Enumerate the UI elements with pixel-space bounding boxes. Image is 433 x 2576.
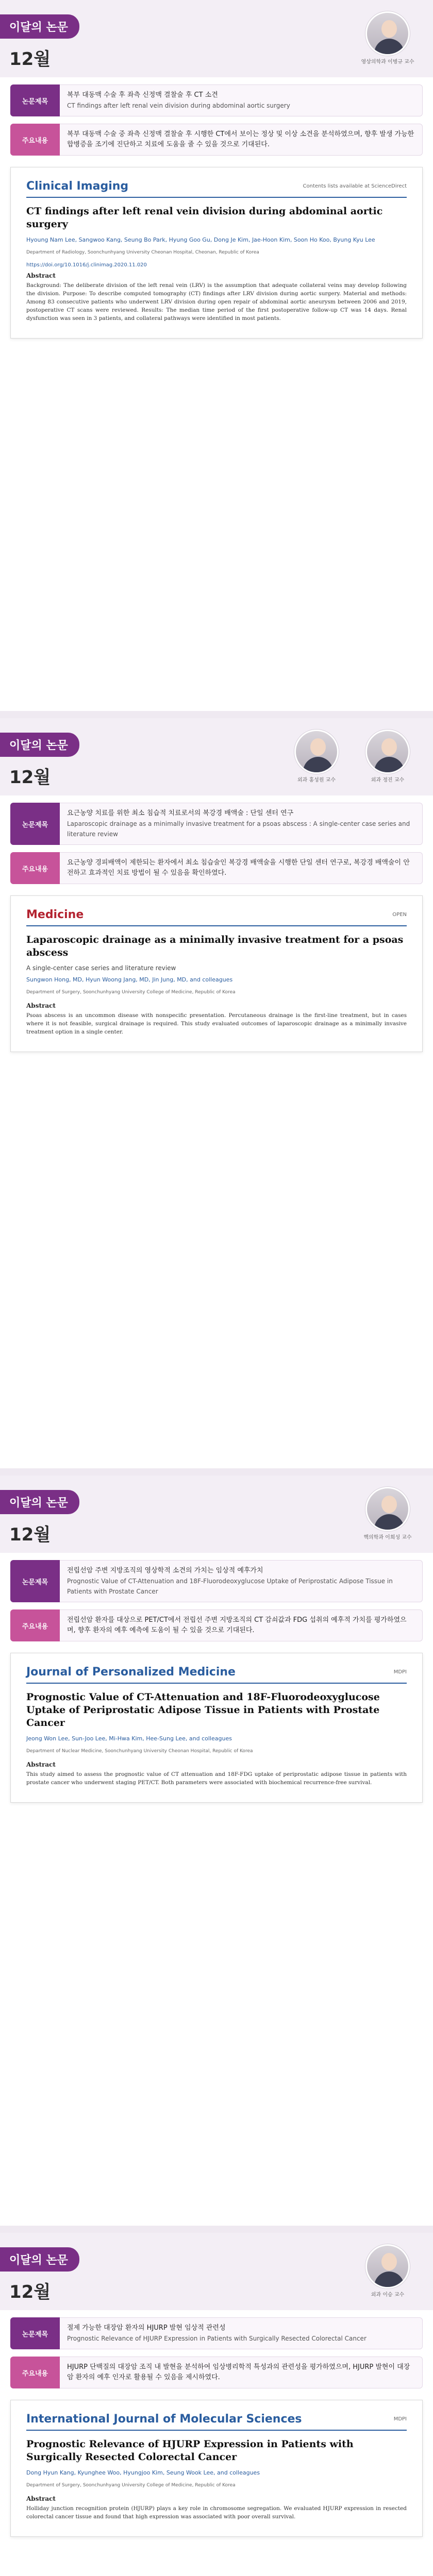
author-caption: 영상의학과 이병규 교수 xyxy=(361,59,414,65)
abstract-label: Abstract xyxy=(26,1002,56,1009)
topic-label: 주요내용 xyxy=(10,2357,60,2388)
paper-section xyxy=(0,711,433,1468)
journal-meta: OPEN xyxy=(392,912,407,918)
author-card xyxy=(357,11,419,66)
title-korean: 전립선암 주변 지방조직의 영상학적 소견의 가치는 임상적 예후가치 xyxy=(67,1567,263,1574)
author-card xyxy=(357,2244,419,2299)
author-caption: 외과 홍성원 교수 xyxy=(297,777,336,783)
title-label: 논문제목 xyxy=(10,84,60,116)
abstract-text: Psoas abscess is an uncommon disease with nonspecific presentation. Percutaneous drainage is the first-line treatment, but in cases where it is not feasible, surgical drainage is required. This study evaluated outcomes of laparoscopic drainage as a minimally invasive treatment option in a single center. xyxy=(26,1012,407,1035)
author-portrait xyxy=(365,2244,410,2289)
topic-row xyxy=(10,852,423,884)
paper-title: Laparoscopic drainage as a minimally invasive treatment for a psoas abscess xyxy=(26,934,404,958)
title-korean: 요근농양 치료를 위한 최소 침습적 치료로서의 복강경 배액술 : 단일 센터 연구 xyxy=(67,809,294,817)
title-row xyxy=(10,2317,423,2349)
paper-authors: Sungwon Hong, MD, Hyun Woong Jang, MD, Jin Jung, MD, and colleagues xyxy=(26,976,233,983)
paper-authors: Jeong Won Lee, Sun-Joo Lee, Mi-Hwa Kim, Hee-Sung Lee, and colleagues xyxy=(26,1735,232,1742)
month-label: 12월 xyxy=(9,49,51,70)
month-label: 12월 xyxy=(9,2282,51,2302)
title-text xyxy=(60,803,423,845)
paper-preview xyxy=(10,1653,423,1803)
author-caption: 외과 이승 교수 xyxy=(371,2292,405,2298)
title-english: Laparoscopic drainage as a minimally invasive treatment for a psoas abscess : A single-center case series and literature review xyxy=(67,820,410,838)
topic-label: 주요내용 xyxy=(10,852,60,884)
paper-section xyxy=(0,0,433,711)
monthly-paper-tag: 이달의 논문 xyxy=(0,733,79,757)
title-label: 논문제목 xyxy=(10,2317,60,2349)
author-card xyxy=(286,730,347,784)
author-portrait xyxy=(294,730,339,774)
monthly-paper-tag: 이달의 논문 xyxy=(0,1490,79,1514)
journal-bar xyxy=(26,1666,407,1684)
topic-label: 주요내용 xyxy=(10,1609,60,1641)
abstract-text: Holliday junction recognition protein (HJURP) plays a key role in chromosome segregation. We evaluated HJURP expression in resected colorectal cancer tissue and found that high expression was associated with poor overall survival. xyxy=(26,2505,407,2520)
paper-authors: Hyoung Nam Lee, Sangwoo Kang, Seung Bo Park, Hyung Goo Gu, Dong Je Kim, Jae-Hoon Kim, Soon Ho Koo, Byung Kyu Lee xyxy=(26,236,375,243)
title-korean: 복부 대동맥 수술 후 좌측 신정맥 결찰술 후 CT 소견 xyxy=(67,91,218,99)
monthly-paper-tag: 이달의 논문 xyxy=(0,2247,79,2272)
author-list xyxy=(286,730,419,784)
title-english: Prognostic Relevance of HJURP Expression in Patients with Surgically Resected Colorectal Cancer xyxy=(67,2335,367,2342)
author-portrait xyxy=(365,730,410,774)
author-caption: 외과 정진 교수 xyxy=(371,777,405,783)
title-text xyxy=(60,84,423,116)
journal-bar xyxy=(26,2413,407,2431)
author-caption: 핵의학과 이희성 교수 xyxy=(363,1535,412,1540)
author-portrait xyxy=(365,11,410,56)
paper-title: Prognostic Value of CT-Attenuation and 18F-Fluorodeoxyglucose Uptake of Periprostatic Adipose Tissue in Patients with Prostate Cancer xyxy=(26,1691,380,1728)
title-label: 논문제목 xyxy=(10,803,60,845)
title-korean: 절제 가능한 대장암 환자의 HJURP 발현 임상적 관련성 xyxy=(67,2324,226,2332)
abstract-label: Abstract xyxy=(26,272,56,279)
section-header xyxy=(0,2233,433,2310)
journal-bar xyxy=(26,908,407,926)
author-list xyxy=(357,2244,419,2299)
paper-affiliations: Department of Radiology, Soonchunhyang University Cheonan Hospital, Cheonan, Republic of Korea xyxy=(26,250,259,255)
title-text xyxy=(60,2317,423,2349)
paper-affiliations: Department of Surgery, Soonchunhyang University College of Medicine, Republic of Korea xyxy=(26,990,236,995)
topic-row xyxy=(10,124,423,156)
journal-name: Journal of Personalized Medicine xyxy=(26,1666,236,1679)
section-header xyxy=(0,718,433,795)
title-english: Prognostic Value of CT-Attenuation and 18F-Fluorodeoxyglucose Uptake of Periprostatic Adipose Tissue in Patients with Prostate Cancer xyxy=(67,1578,393,1595)
author-list xyxy=(357,1487,419,1541)
journal-name: International Journal of Molecular Sciences xyxy=(26,2413,302,2426)
section-header xyxy=(0,1476,433,1553)
title-text xyxy=(60,1560,423,1602)
title-english: CT findings after left renal vein division during abdominal aortic surgery xyxy=(67,102,290,109)
abstract-text: This study aimed to assess the prognostic value of CT attenuation and 18F-FDG uptake of periprostatic adipose tissue in patients with prostate cancer who underwent staging PET/CT. Both parameters were associated with biochemical recurrence-free survival. xyxy=(26,1771,407,1786)
title-label: 논문제목 xyxy=(10,1560,60,1602)
abstract-text: Background: The deliberate division of the left renal vein (LRV) is the assumption that adequate collateral veins may develop following the division. Purpose: To describe computed tomography (CT) findings after LRV division during aortic surgery. Material and methods: Among 83 consecutive patients who underwent LRV division during open repair of abdominal aortic aneurysm between 2006 and 2019, postoperative CT scans were reviewed. Results: The median time period of the first postoperative follow-up CT was 14 days. Renal dysfunction was seen in 3 patients, and collateral pathways were identified in most patients. xyxy=(26,282,407,321)
topic-text: 복부 대동맥 수술 중 좌측 신정맥 결찰술 후 시행한 CT에서 보이는 정상 및 이상 소견을 분석하였으며, 향후 발생 가능한 합병증을 조기에 진단하고 치료에 도움을 줄 수 있을 것으로 기대된다. xyxy=(60,124,423,156)
paper-authors: Dong Hyun Kang, Kyunghee Woo, Hyungjoo Kim, Seung Wook Lee, and colleagues xyxy=(26,2469,260,2476)
title-row xyxy=(10,803,423,845)
title-row xyxy=(10,84,423,116)
topic-text: 전립선암 환자를 대상으로 PET/CT에서 전립선 주변 지방조직의 CT 감쇠값과 FDG 섭취의 예후적 가치를 평가하였으며, 향후 환자의 예후 예측에 도움이 될 수 있을 것으로 기대된다. xyxy=(60,1609,423,1641)
monthly-paper-tag: 이달의 논문 xyxy=(0,14,79,39)
author-card xyxy=(357,1487,419,1541)
paper-section xyxy=(0,2226,433,2576)
title-row xyxy=(10,1560,423,1602)
topic-row xyxy=(10,2357,423,2388)
paper-subtitle: A single-center case series and literature review xyxy=(26,964,176,972)
topic-row xyxy=(10,1609,423,1641)
paper-section xyxy=(0,1468,433,2226)
topic-label: 주요내용 xyxy=(10,124,60,156)
paper-title: Prognostic Relevance of HJURP Expression in Patients with Surgically Resected Colorectal Cancer xyxy=(26,2438,354,2463)
paper-title: CT findings after left renal vein division during abdominal aortic surgery xyxy=(26,206,383,230)
abstract-label: Abstract xyxy=(26,1761,56,1768)
author-card xyxy=(357,730,419,784)
topic-text: HJURP 단백질의 대장암 조직 내 발현을 분석하여 임상병리학적 특성과의 관련성을 평가하였으며, HJURP 발현이 대장암 환자의 예후 인자로 활용될 수 있음을 제시하였다. xyxy=(60,2357,423,2388)
paper-preview xyxy=(10,895,423,1052)
month-label: 12월 xyxy=(9,767,51,788)
month-label: 12월 xyxy=(9,1524,51,1545)
section-header xyxy=(0,0,433,77)
author-portrait xyxy=(365,1487,410,1531)
paper-preview xyxy=(10,2400,423,2537)
paper-affiliations: Department of Nuclear Medicine, Soonchunhyang University Cheonan Hospital, Republic of Korea xyxy=(26,1749,253,1754)
paper-preview xyxy=(10,167,423,338)
topic-text: 요근농양 경피배액이 제한되는 환자에서 최소 침습술인 복강경 배액술을 시행한 단일 센터 연구로, 복강경 배액술이 안전하고 효과적인 치료 방법이 될 수 있음을 확인하였다. xyxy=(60,852,423,884)
journal-bar xyxy=(26,180,407,198)
journal-name: Medicine xyxy=(26,908,84,921)
journal-name: Clinical Imaging xyxy=(26,180,129,193)
journal-meta: MDPI xyxy=(393,1669,407,1675)
author-list xyxy=(357,11,419,66)
paper-affiliations: Department of Surgery, Soonchunhyang University College of Medicine, Republic of Korea xyxy=(26,2483,236,2488)
journal-meta: Contents lists available at ScienceDirect xyxy=(303,183,407,189)
journal-meta: MDPI xyxy=(393,2416,407,2422)
paper-doi[interactable]: https://doi.org/10.1016/j.clinimag.2020.11.020 xyxy=(26,262,147,268)
abstract-label: Abstract xyxy=(26,2495,56,2502)
